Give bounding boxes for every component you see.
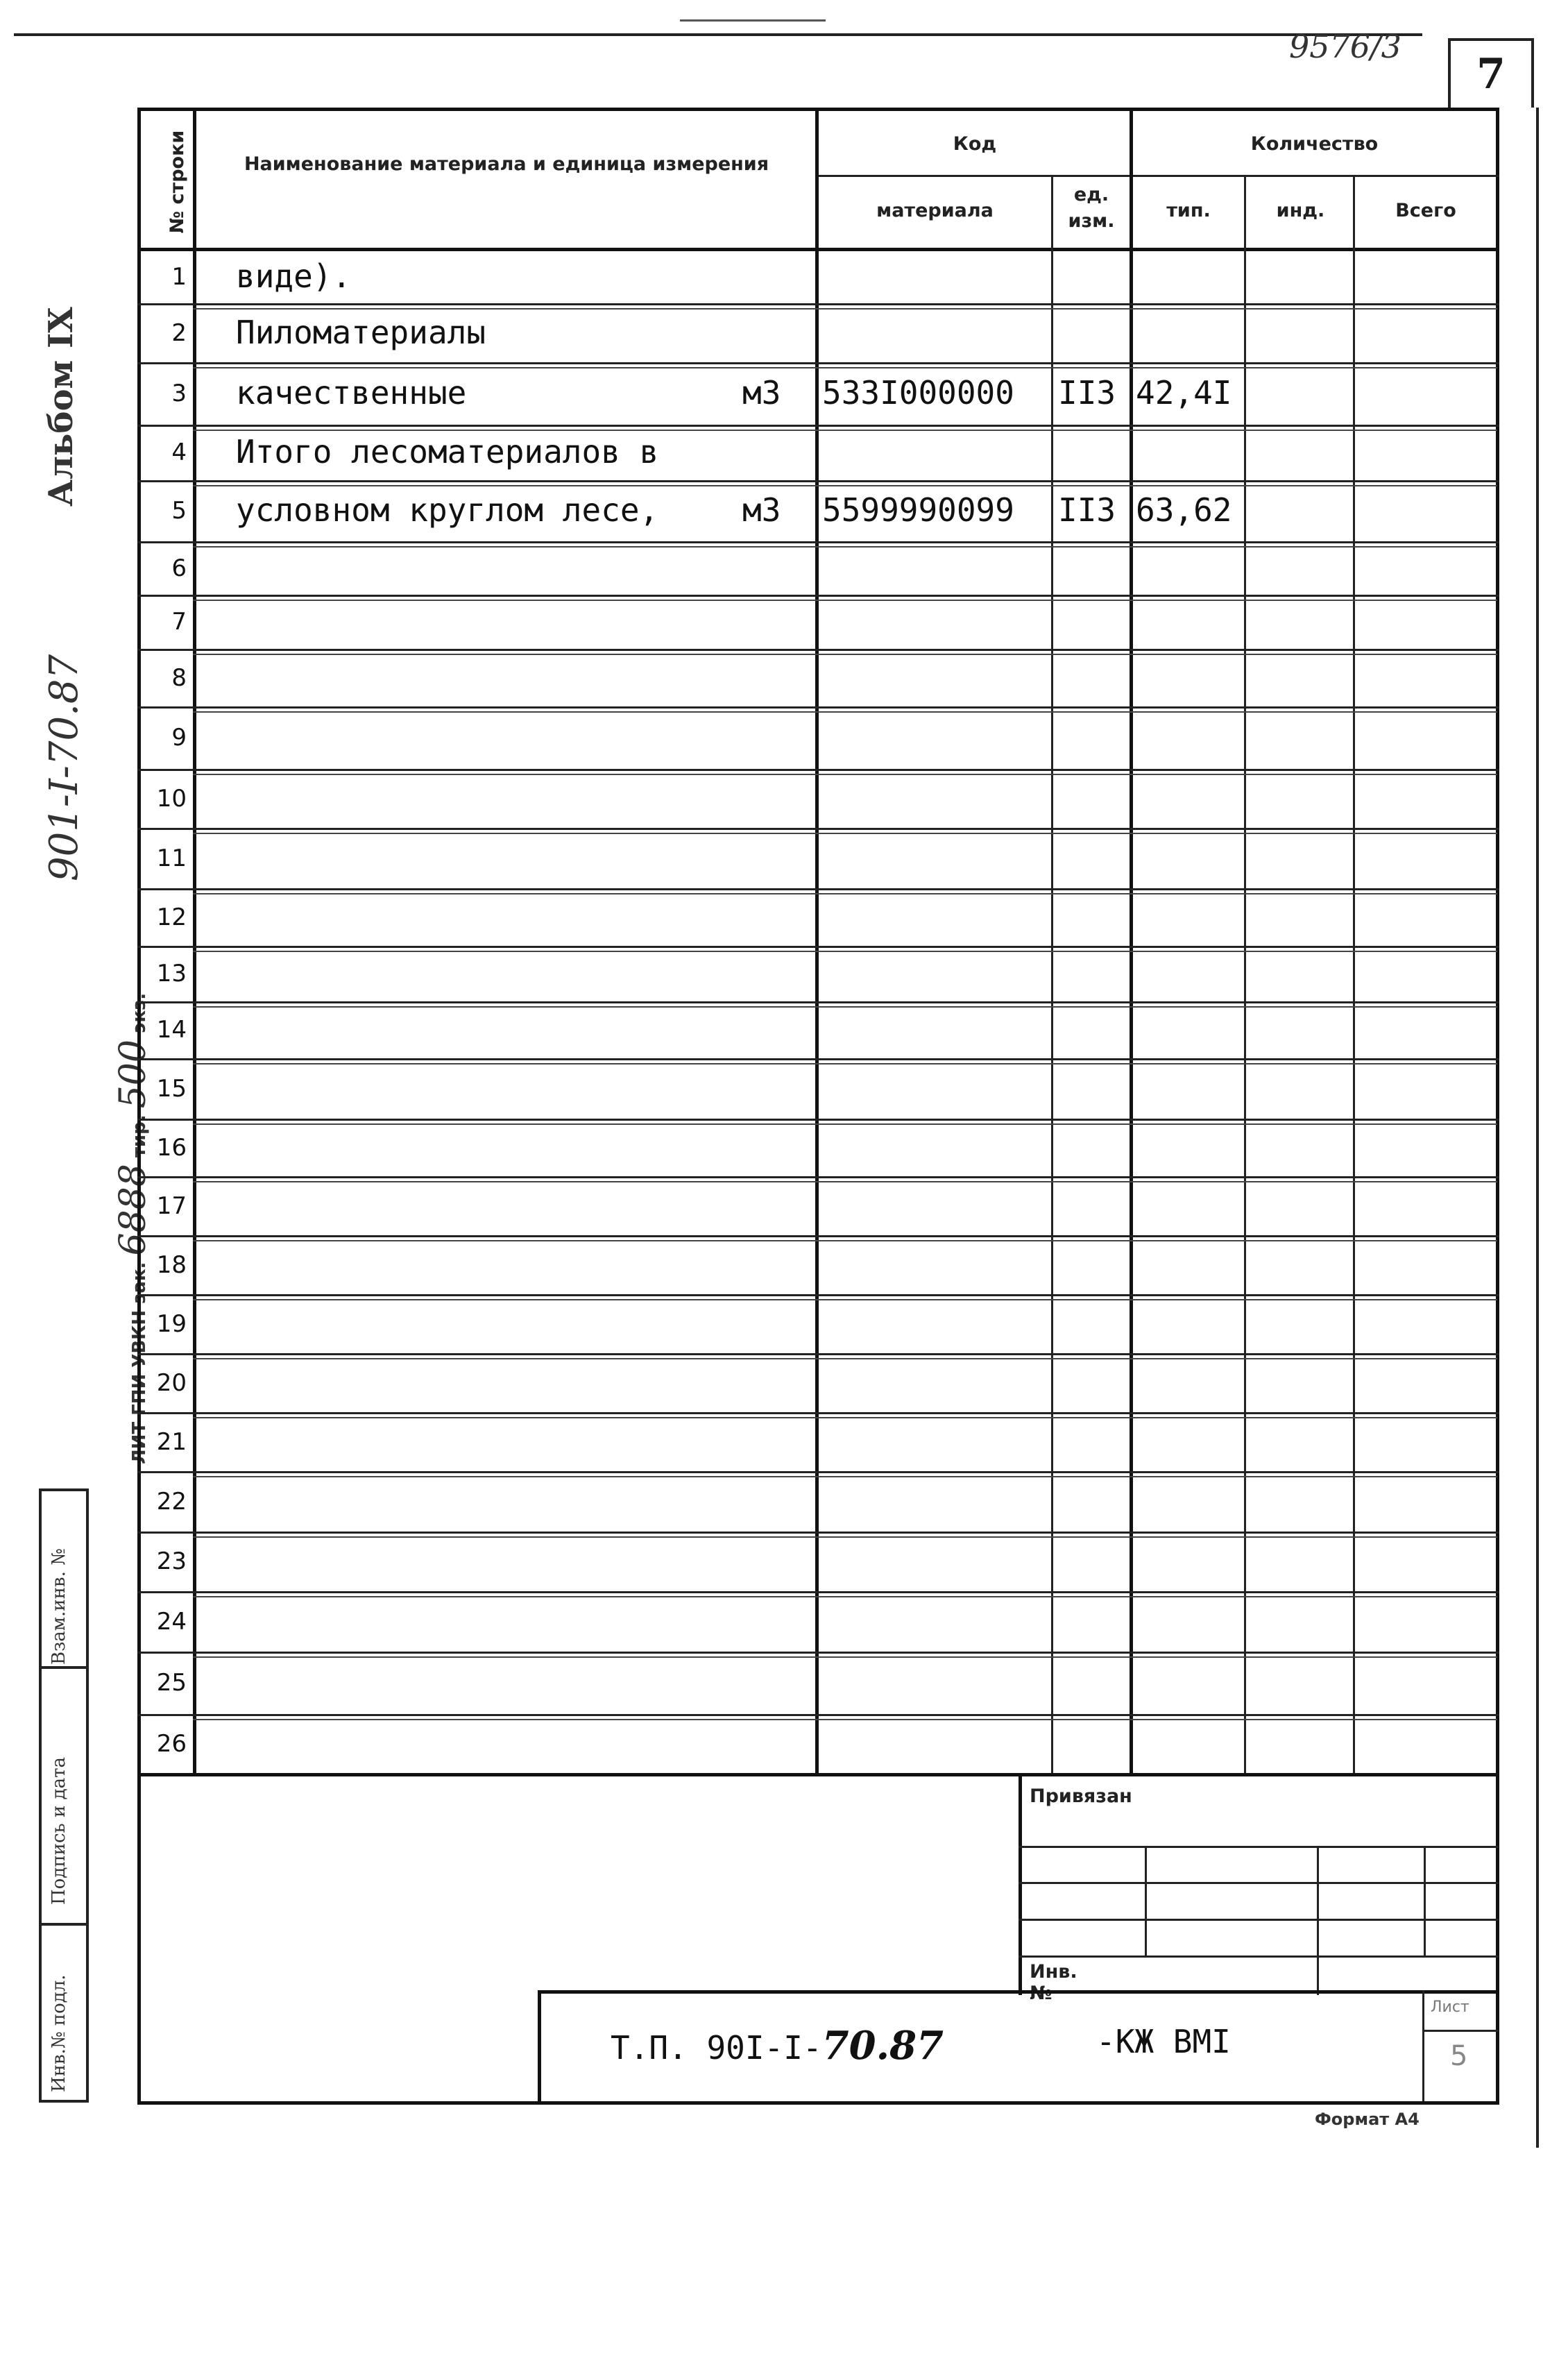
linked-section-divider (1019, 1773, 1022, 1995)
row-divider (137, 1412, 1499, 1414)
linked-row-3 (1019, 1919, 1499, 1921)
row-number: 21 (156, 1427, 187, 1456)
row-divider-shadow (193, 711, 1497, 713)
table-row (137, 1532, 1499, 1591)
row-divider-shadow (193, 1596, 1497, 1597)
row-number: 18 (156, 1250, 187, 1279)
table-bottom-divider (137, 1773, 1499, 1776)
sheet-right-border (1536, 108, 1539, 2148)
table-row (137, 1591, 1499, 1652)
table-row (137, 888, 1499, 946)
document-number: 901-I-70.87 (42, 654, 87, 881)
qty-typ: 42,4I (1136, 374, 1232, 412)
unit-of-measure: м3 (742, 491, 781, 529)
field-inv-original: Инв.№ подл. (49, 1974, 69, 2092)
table-row (137, 1119, 1499, 1176)
row-divider-shadow (193, 1417, 1497, 1418)
table-row (137, 649, 1499, 706)
row-divider-shadow (193, 1006, 1497, 1008)
linked-col-1 (1145, 1846, 1147, 1955)
row-divider (137, 480, 1499, 482)
row-divider-shadow (193, 485, 1497, 486)
row-divider (137, 828, 1499, 830)
col-header-row-number: № строки (167, 130, 188, 234)
order-number: 6888 (112, 1164, 154, 1256)
row-number: 19 (156, 1309, 187, 1338)
row-number: 22 (156, 1487, 187, 1516)
row-divider (137, 1176, 1499, 1178)
table-row (137, 1714, 1499, 1773)
row-divider-shadow (193, 774, 1497, 775)
document-code-handwritten: 70.87 (821, 2023, 944, 2069)
row-number: 1 (171, 262, 187, 291)
print-run-label: тир. (129, 1114, 150, 1158)
row-divider (137, 362, 1499, 364)
row-divider (137, 1235, 1499, 1237)
row-divider-shadow (193, 1181, 1497, 1182)
row-divider-shadow (193, 1476, 1497, 1477)
linked-label: Привязан (1030, 1785, 1132, 1807)
col-header-code-unit: ед. изм. (1068, 184, 1115, 232)
stamp-box-inv-substitute (39, 1488, 89, 1669)
format-label: Формат А4 (1315, 2110, 1420, 2129)
row-number: 16 (156, 1133, 187, 1162)
row-number: 5 (171, 497, 187, 525)
material-code: 5599990099 (822, 491, 1014, 529)
row-divider (137, 888, 1499, 890)
row-divider-shadow (193, 1240, 1497, 1241)
unit-of-measure: м3 (742, 374, 781, 412)
stamp-box-inv-original (39, 1926, 89, 2103)
row-number: 15 (156, 1074, 187, 1103)
unit-code: II3 (1058, 374, 1116, 412)
col-header-qty-ind: инд. (1276, 200, 1325, 221)
row-number: 7 (171, 608, 187, 636)
row-divider (137, 706, 1499, 709)
document-code-prefix: Т.П. 90I-I- (611, 2029, 822, 2067)
print-run-number: 500 (112, 1040, 154, 1109)
sheet-cell-divider (1422, 1990, 1424, 2101)
title-block-left-border (137, 1773, 141, 2103)
table-row (137, 1001, 1499, 1058)
col-header-code: Код (953, 133, 997, 155)
row-number: 6 (171, 554, 187, 582)
row-divider-shadow (193, 893, 1497, 894)
row-divider-shadow (193, 654, 1497, 655)
row-divider-shadow (193, 833, 1497, 834)
material-name: Итого лесоматериалов в (236, 433, 659, 470)
table-row (137, 1294, 1499, 1353)
row-number: 17 (156, 1191, 187, 1220)
table-row (137, 1235, 1499, 1294)
document-code-suffix: -КЖ ВМI (1096, 2023, 1231, 2060)
row-divider (137, 1001, 1499, 1003)
row-divider (137, 769, 1499, 771)
linked-row-2 (1019, 1882, 1499, 1884)
qty-typ: 63,62 (1136, 491, 1232, 529)
table-row (137, 1652, 1499, 1714)
row-divider (137, 1294, 1499, 1296)
field-inv-substitute: Взам.инв. № (49, 1548, 69, 1665)
table-row (137, 1058, 1499, 1119)
row-divider (137, 1471, 1499, 1473)
stamp-box-signature-date (39, 1669, 89, 1926)
linked-col-3 (1424, 1846, 1426, 1955)
row-divider (137, 649, 1499, 651)
row-divider (137, 595, 1499, 597)
row-divider-shadow (193, 1358, 1497, 1359)
row-divider (137, 1714, 1499, 1716)
table-row (137, 706, 1499, 769)
row-number: 10 (156, 784, 187, 813)
sheet-cell-row-divider (1422, 2030, 1499, 2032)
table-row (137, 1353, 1499, 1412)
top-edge-fragment (680, 19, 826, 22)
row-number: 3 (171, 380, 187, 407)
row-number: 20 (156, 1368, 187, 1397)
sheet-number: 7 (1476, 50, 1506, 99)
handwritten-reference: 9576/3 (1289, 28, 1401, 65)
row-number: 25 (156, 1669, 187, 1697)
row-divider-shadow (193, 600, 1497, 601)
row-divider-shadow (193, 1123, 1497, 1125)
row-number: 13 (156, 960, 187, 987)
sheet-top-border (14, 33, 1422, 36)
row-divider (137, 1532, 1499, 1534)
unit-code: II3 (1058, 491, 1116, 529)
row-number: 26 (156, 1729, 187, 1758)
row-number: 8 (171, 663, 187, 692)
field-signature-date: Подпись и дата (49, 1757, 69, 1905)
row-number: 14 (156, 1016, 187, 1044)
row-number: 11 (156, 844, 187, 872)
col-header-qty-total: Всего (1395, 200, 1456, 221)
row-divider-shadow (193, 546, 1497, 548)
linked-col-2 (1317, 1846, 1319, 1995)
row-divider-shadow (193, 1719, 1497, 1720)
col-header-code-material: материала (876, 200, 994, 221)
row-divider (137, 541, 1499, 543)
row-divider (137, 303, 1499, 305)
row-number: 12 (156, 903, 187, 931)
linked-row-4 (1019, 1955, 1499, 1958)
table-row (137, 1471, 1499, 1532)
row-divider-shadow (193, 367, 1497, 368)
material-code: 533I000000 (822, 374, 1014, 412)
sheet-number-box (1448, 38, 1534, 108)
material-name: виде). (236, 257, 352, 295)
row-divider-shadow (193, 1063, 1497, 1064)
table-row (137, 946, 1499, 1001)
row-divider-shadow (193, 1536, 1497, 1538)
col-header-name: Наименование материала и единица измерения (244, 153, 769, 175)
col-header-qty-typ: тип. (1166, 200, 1211, 221)
row-number: 4 (171, 439, 187, 466)
print-stamp-label: ЛИТ ГПИ УВКН зак. (129, 1262, 150, 1464)
row-divider (137, 1353, 1499, 1355)
table-row (137, 595, 1499, 649)
material-name: условном круглом лесе, (236, 491, 659, 529)
sheet-page-number: 5 (1450, 2040, 1468, 2072)
material-name: качественные (236, 374, 467, 412)
row-divider-shadow (193, 951, 1497, 952)
table-row (137, 1176, 1499, 1235)
table-row (137, 828, 1499, 888)
table-row (137, 769, 1499, 828)
row-divider (137, 1652, 1499, 1654)
linked-row-1 (1019, 1846, 1499, 1848)
col-header-quantity: Количество (1250, 133, 1379, 155)
row-divider (137, 1119, 1499, 1121)
row-divider (137, 1591, 1499, 1593)
document-code (611, 2023, 944, 2069)
row-divider (137, 1058, 1499, 1060)
row-divider-shadow (193, 308, 1497, 309)
row-number: 2 (171, 319, 187, 347)
table-row (137, 541, 1499, 595)
material-name: Пиломатериалы (236, 313, 486, 351)
header-sub-divider (817, 175, 1499, 177)
row-divider-shadow (193, 430, 1497, 431)
row-number: 9 (171, 724, 187, 752)
row-divider (137, 946, 1499, 948)
inv-number-label: Инв. № (1030, 1961, 1077, 2004)
row-divider (137, 425, 1499, 427)
copies-label: экз. (129, 992, 150, 1033)
row-number: 23 (156, 1547, 187, 1575)
album-label: Альбом IX (42, 307, 80, 507)
row-divider-shadow (193, 1299, 1497, 1300)
table-row (137, 1412, 1499, 1471)
sheet-label: Лист (1431, 1999, 1469, 2016)
row-number: 24 (156, 1607, 187, 1636)
row-divider-shadow (193, 1656, 1497, 1658)
